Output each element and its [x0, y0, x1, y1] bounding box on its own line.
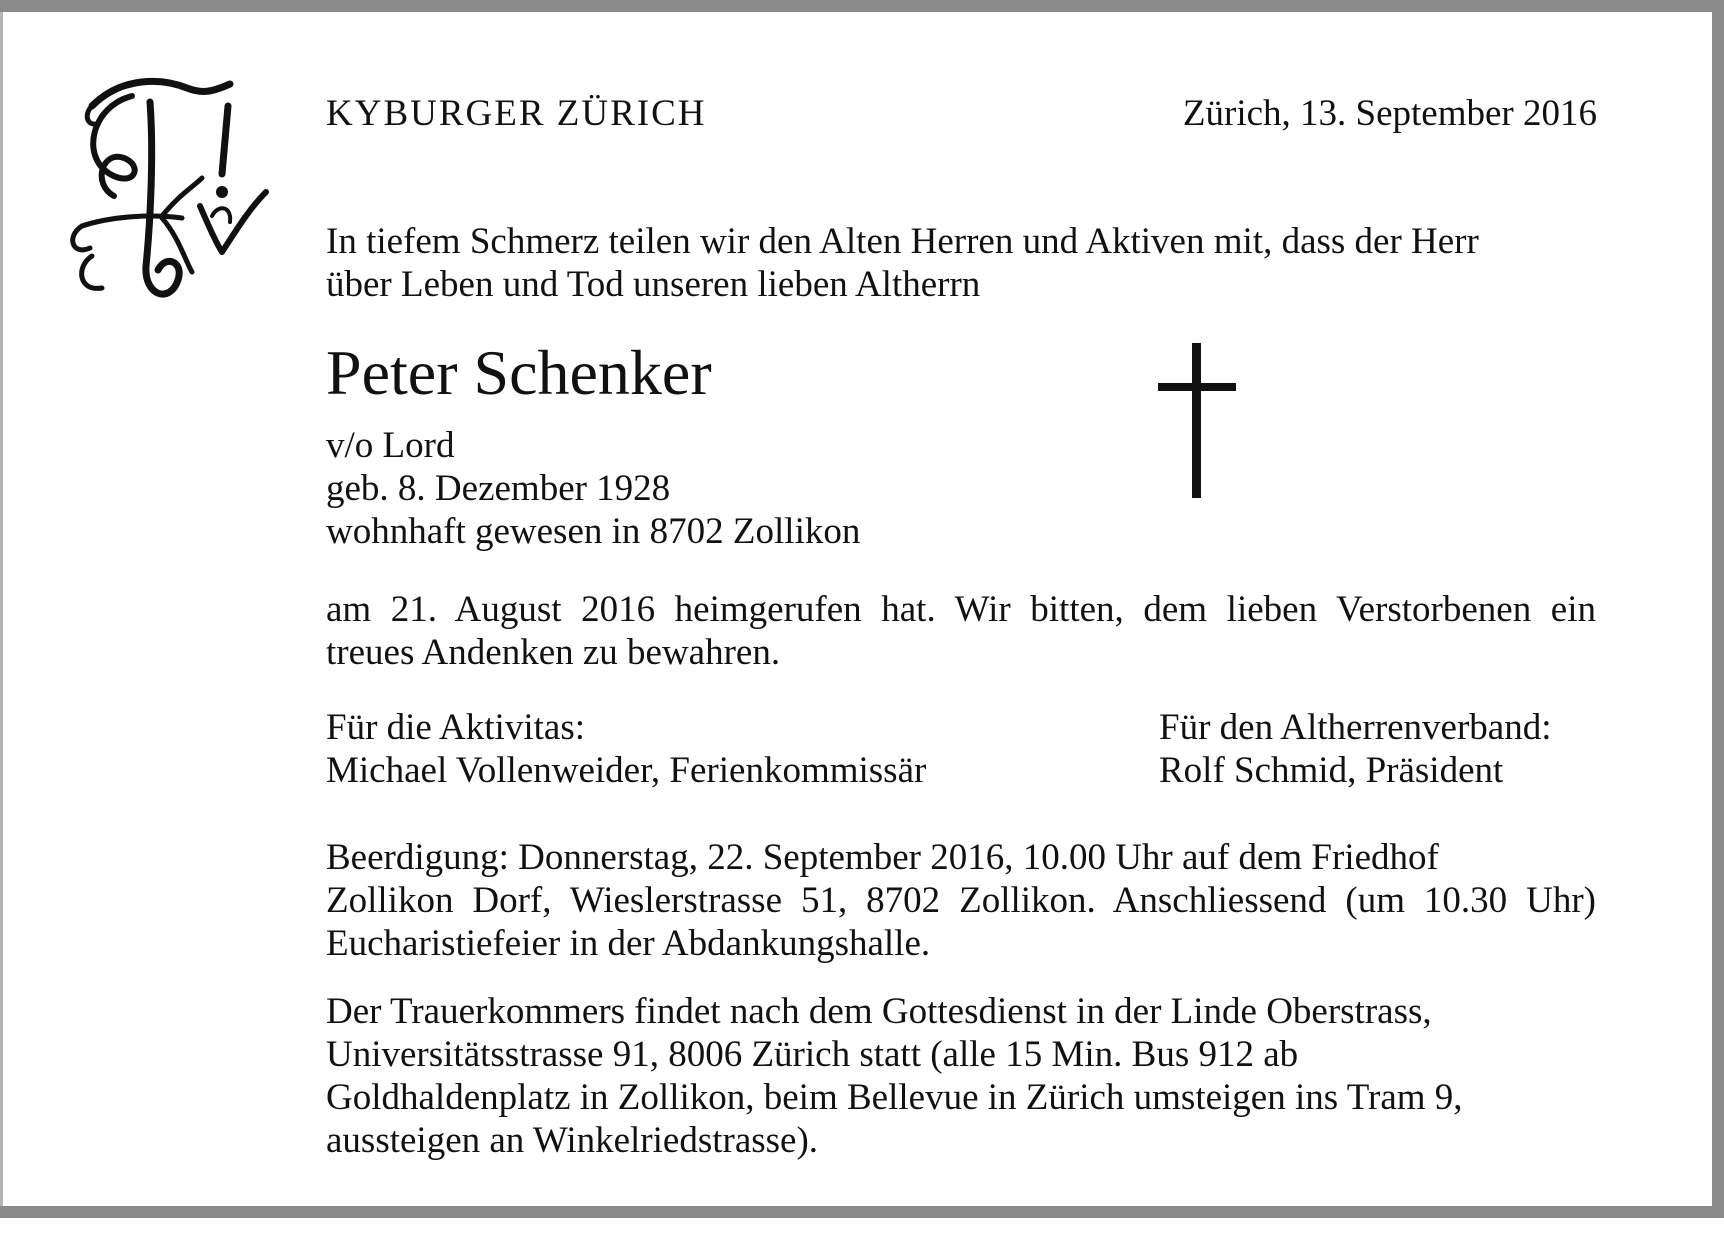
intro-paragraph — [326, 220, 1479, 306]
fraternity-monogram-icon — [62, 66, 282, 316]
signatory-left-name: Michael Vollenweider, Ferienkommissär — [326, 750, 927, 791]
page-frame-right — [1712, 0, 1724, 1218]
signatory-left-heading: Für die Aktivitas: — [326, 707, 585, 748]
intro-line: In tiefem Schmerz teilen wir den Alten Herren und Aktiven mit, dass der Herr — [326, 221, 1479, 262]
kommers-line: Universitätsstrasse 91, 8006 Zürich statt (alle 15 Min. Bus 912 ab — [326, 1034, 1299, 1075]
organization-name: KYBURGER ZÜRICH — [326, 93, 707, 134]
cross-icon — [1158, 343, 1236, 498]
deceased-born: geb. 8. Dezember 1928 — [326, 468, 671, 509]
page-frame-bottom — [0, 1206, 1724, 1218]
funeral-line: Beerdigung: Donnerstag, 22. September 2016, 10.00 Uhr auf dem Friedhof — [326, 837, 1439, 878]
message-paragraph — [326, 588, 1596, 674]
funeral-line: Zollikon Dorf, Wieslerstrasse 51, 8702 Zollikon. Anschliessend (um 10.30 Uhr) — [326, 880, 1596, 921]
place-and-date: Zürich, 13. September 2016 — [1182, 93, 1597, 134]
deceased-residence: wohnhaft gewesen in 8702 Zollikon — [326, 511, 861, 552]
signatory-right-heading: Für den Altherrenverband: — [1159, 707, 1552, 748]
kommers-paragraph — [326, 990, 1463, 1162]
deceased-alias: v/o Lord — [326, 425, 455, 466]
page-frame-left — [0, 0, 3, 1218]
kommers-line: Der Trauerkommers findet nach dem Gottesdienst in der Linde Oberstrass, — [326, 991, 1432, 1032]
page-frame-top — [0, 0, 1724, 12]
cross-vertical-bar — [1192, 343, 1201, 498]
page-margin-bottom — [0, 1218, 1724, 1240]
intro-line: über Leben und Tod unseren lieben Altherrn — [326, 264, 981, 305]
deceased-name: Peter Schenker — [326, 337, 712, 408]
funeral-line: Eucharistiefeier in der Abdankungshalle. — [326, 923, 931, 964]
message-line: am 21. August 2016 heimgerufen hat. Wir bitten, dem lieben Verstorbenen ein — [326, 589, 1596, 630]
signatory-right-name: Rolf Schmid, Präsident — [1159, 750, 1504, 791]
signatory-left — [326, 706, 926, 792]
message-line: treues Andenken zu bewahren. — [326, 632, 781, 673]
kommers-line: Goldhaldenplatz in Zollikon, beim Bellevue in Zürich umsteigen ins Tram 9, — [326, 1077, 1463, 1118]
deceased-details — [326, 424, 860, 553]
cross-horizontal-bar — [1158, 383, 1236, 391]
signatory-right — [1159, 706, 1552, 792]
kommers-line: aussteigen an Winkelriedstrasse). — [326, 1120, 819, 1161]
funeral-paragraph — [326, 836, 1596, 965]
